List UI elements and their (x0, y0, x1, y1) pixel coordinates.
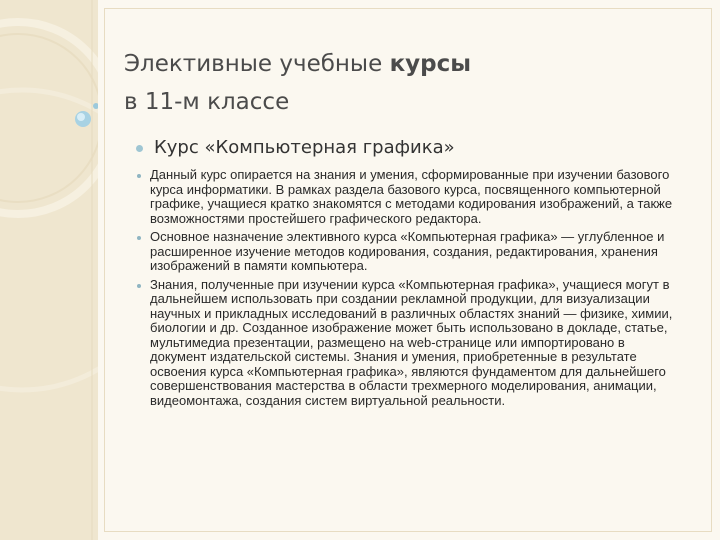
title-line-1 (124, 45, 684, 83)
sub-bullet-text: Данный курс опирается на знания и умения, сформированные при изучении базового курса информатики. В рамках раздела базового курса, посвященного компьютерной графике, учащиеся кратко знакомятся с методами кодирования изображений, а также возможностями простейшего графического редактора. (150, 167, 673, 226)
sub-bullet-dot (137, 284, 141, 288)
main-bullet-text: Курс «Компьютерная графика» (154, 137, 455, 158)
sub-bullet-3 (136, 278, 681, 409)
sub-bullet-dot (137, 236, 141, 240)
sub-bullet-2 (136, 230, 681, 274)
sub-bullet-dot (137, 174, 141, 178)
title-line-1-prefix: Элективные учебные (124, 51, 390, 78)
title-line-2: в 11-м классе (124, 89, 290, 116)
slide-body (136, 136, 681, 412)
main-bullet (136, 136, 681, 160)
slide-title (124, 45, 684, 121)
bullet-dot (136, 145, 143, 152)
sub-bullet-text: Знания, полученные при изучении курса «Компьютерная графика», учащиеся могут в дальнейшем использовать при создании рекламной продукции, для визуализации научных и прикладных исследований в различных областях знаний — физике, химии, биологии и др. Созданное изображение может быть использовано в докладе, статье, мультимедиа презентации, размещено на web-странице или импортировано в документ издательской системы. Знания и умения, приобретенные в результате освоения курса «Компьютерная графика», являются фундаментом для дальнейшего совершенствования мастерства в области трехмерного моделирования, анимации, видеомонтажа, создания систем виртуальной реальности. (150, 276, 673, 408)
sub-bullet-text: Основное назначение элективного курса «Компьютерная графика» — углубленное и расширенное изучение методов кодирования, создания, редактирования, хранения изображений в памяти компьютера. (150, 229, 665, 273)
sub-bullet-1 (136, 168, 681, 226)
title-line-1-bold: курсы (389, 51, 472, 78)
